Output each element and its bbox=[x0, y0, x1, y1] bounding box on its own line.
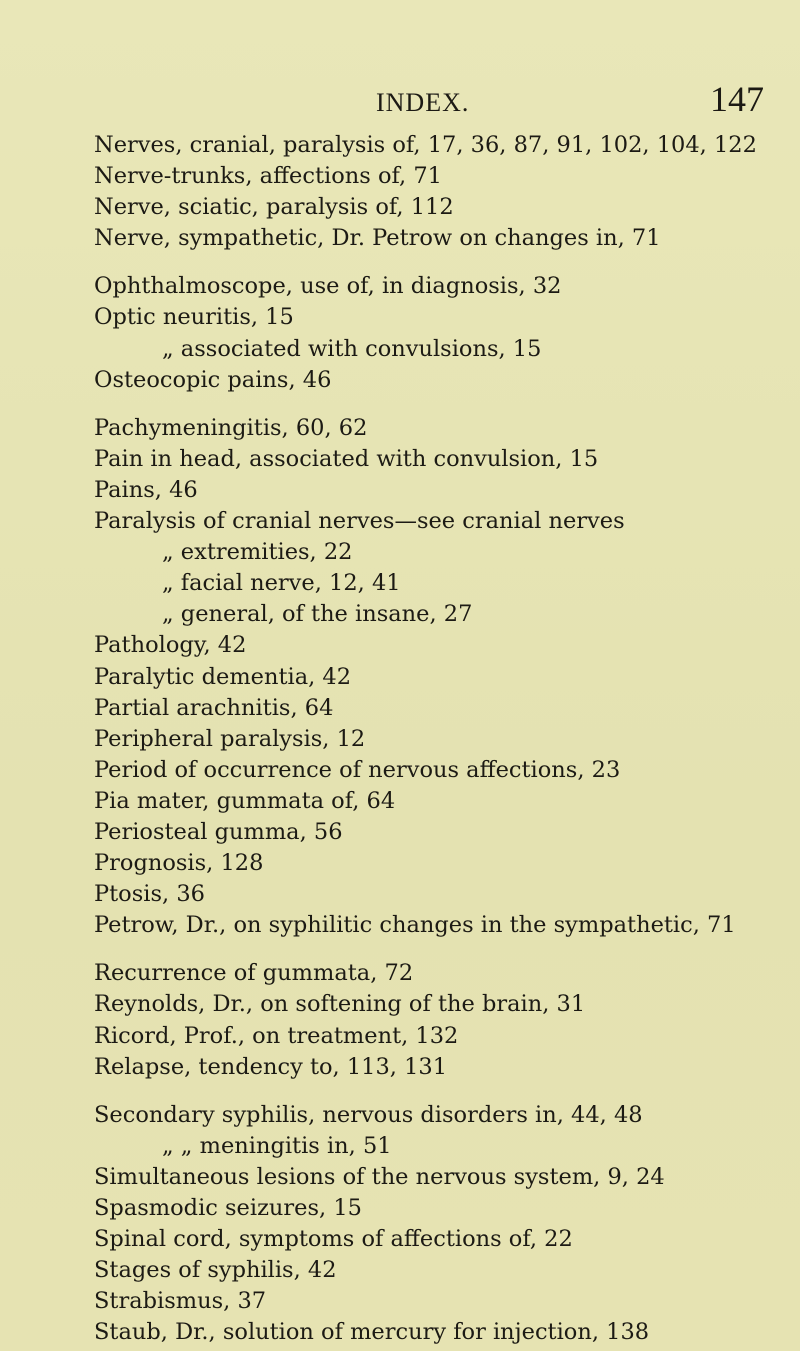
index-entry: Spasmodic seizures, 15 bbox=[94, 1195, 362, 1221]
index-entry: Petrow, Dr., on syphilitic changes in the sympathetic, 71 bbox=[94, 912, 736, 939]
index-entry: Reynolds, Dr., on softening of the brain, 31 bbox=[94, 991, 586, 1018]
index-entry: „ associated with convulsions, 15 bbox=[162, 335, 542, 362]
index-entry: Ptosis, 36 bbox=[94, 881, 205, 908]
index-entry: Ophthalmoscope, use of, in diagnosis, 32 bbox=[94, 273, 562, 300]
running-title: INDEX. bbox=[376, 88, 470, 117]
index-entry: Paralysis of cranial nerves—see cranial nerves bbox=[94, 508, 625, 535]
index-entry: Stages of syphilis, 42 bbox=[94, 1257, 337, 1284]
index-entry: Peripheral paralysis, 12 bbox=[94, 725, 366, 752]
index-entry: Pathology, 42 bbox=[94, 632, 247, 659]
index-entry: Partial arachnitis, 64 bbox=[94, 694, 334, 721]
page-header bbox=[0, 78, 800, 128]
index-entry: Nerve, sympathetic, Dr. Petrow on changes in, 71 bbox=[94, 225, 661, 252]
index-entry: „ extremities, 22 bbox=[162, 539, 353, 566]
index-entry: Pia mater, gummata of, 64 bbox=[94, 787, 396, 814]
index-entry: Pain in head, associated with convulsion, 15 bbox=[94, 445, 599, 472]
index-entry: „ general, of the insane, 27 bbox=[162, 601, 473, 628]
index-entry: Optic neuritis, 15 bbox=[94, 304, 294, 331]
index-entry: Prognosis, 128 bbox=[94, 850, 264, 877]
index-entry: Paralytic dementia, 42 bbox=[94, 663, 352, 690]
index-entry: Spinal cord, symptoms of affections of, 22 bbox=[94, 1226, 573, 1253]
index-entry: „ „ meningitis in, 51 bbox=[162, 1132, 392, 1159]
index-entry: Recurrence of gummata, 72 bbox=[94, 960, 414, 987]
index-entry: Strabismus, 37 bbox=[94, 1288, 267, 1315]
index-entry: Osteocopic pains, 46 bbox=[94, 366, 332, 393]
index-entry: „ facial nerve, 12, 41 bbox=[162, 570, 401, 597]
index-entry: Nerve-trunks, affections of, 71 bbox=[94, 163, 442, 190]
index-entry: Nerves, cranial, paralysis of, 17, 36, 87, 91, 102, 104, 122 bbox=[94, 132, 757, 158]
index-entry: Secondary syphilis, nervous disorders in, 44, 48 bbox=[94, 1101, 643, 1128]
index-entry: Staub, Dr., solution of mercury for injection, 138 bbox=[94, 1319, 650, 1346]
index-list bbox=[94, 130, 784, 1348]
index-entry: Ricord, Prof., on treatment, 132 bbox=[94, 1022, 459, 1049]
index-entry: Pachymeningitis, 60, 62 bbox=[94, 414, 368, 441]
index-entry: Periosteal gumma, 56 bbox=[94, 818, 343, 845]
page-number: 147 bbox=[710, 79, 764, 119]
index-entry: Pains, 46 bbox=[94, 476, 198, 503]
index-entry: Relapse, tendency to, 113, 131 bbox=[94, 1053, 448, 1080]
index-entry: Nerve, sciatic, paralysis of, 112 bbox=[94, 194, 454, 221]
index-entry: Period of occurrence of nervous affections, 23 bbox=[94, 756, 621, 783]
index-entry: Simultaneous lesions of the nervous system, 9, 24 bbox=[94, 1163, 665, 1190]
